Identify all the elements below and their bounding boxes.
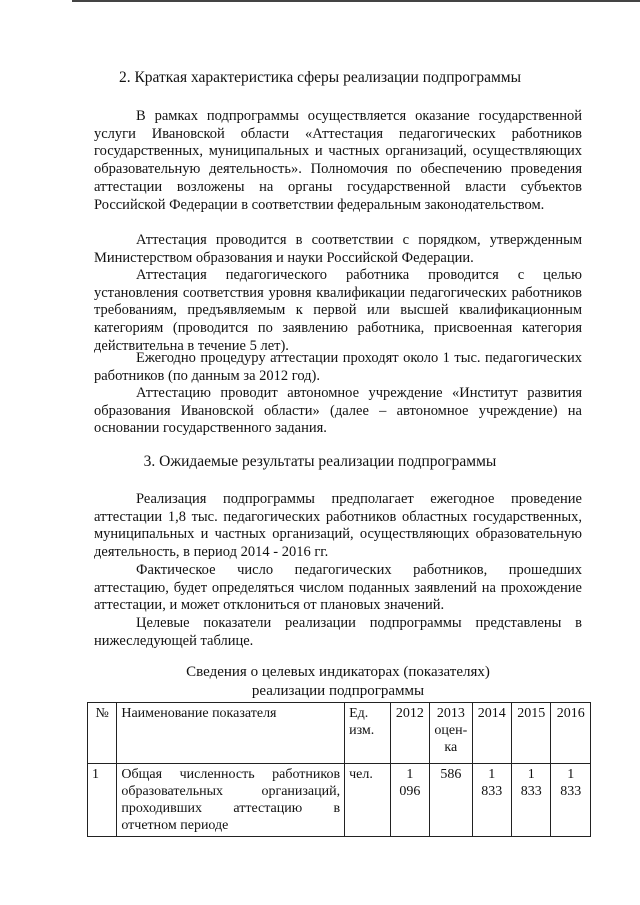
section-2-heading: 2. Краткая характеристика сферы реализации подпрограммы [118, 69, 522, 86]
table-caption-line-1: Сведения о целевых индикаторах (показателях) [186, 664, 490, 680]
section-3-heading: 3. Ожидаемые результаты реализации подпрограммы [143, 453, 497, 470]
header-2014: 2014 [472, 703, 511, 764]
cell-2013: 586 [430, 764, 472, 837]
header-unit: Ед. изм. [345, 703, 391, 764]
s2-paragraph-2: Аттестация проводится в соответствии с порядком, утвержденным Министерством образования и науки Российской Федерации. [94, 232, 582, 266]
s2-paragraph-5: Аттестацию проводит автономное учреждение «Институт развития образования Ивановской области» (далее – автономное учреждение) на основании государственного задания. [94, 385, 582, 437]
s2-paragraph-3: Аттестация педагогического работника проводится с целью установления соответствия уровня квалификации педагогических работников требованиям, предъявляемым к первой или высшей квалификационным категориям (проводится по заявлению работника, присвоенная категория действительна в течение 5 лет). [94, 267, 582, 354]
header-indicator-name: Наименование показателя [117, 703, 345, 764]
table-row [88, 764, 591, 837]
header-2016: 2016 [551, 703, 591, 764]
cell-number: 1 [88, 764, 117, 837]
header-2012: 2012 [390, 703, 429, 764]
cell-2014: 1 833 [472, 764, 511, 837]
s3-paragraph-1: Реализация подпрограммы предполагает ежегодное проведение аттестации 1,8 тыс. педагогических работников областных государственных, муниципальных и частных организаций, осуществляющих образовательную деятельность, в период 2014 - 2016 гг. [94, 491, 582, 561]
indicators-table [87, 702, 591, 837]
header-number: № [88, 703, 117, 764]
cell-2015: 1 833 [511, 764, 550, 837]
cell-indicator-name: Общая численность работников образовательных организаций, проходивших аттестацию в отчетном периоде [117, 764, 345, 837]
cell-2012: 1 096 [390, 764, 429, 837]
cell-unit: чел. [345, 764, 391, 837]
s3-paragraph-3: Целевые показатели реализации подпрограммы представлены в нижеследующей таблице. [94, 615, 582, 649]
s2-paragraph-1: В рамках подпрограммы осуществляется оказание государственной услуги Ивановской области «Аттестация педагогических работников государственных, муниципальных и частных организаций, осуществляющих образовательную деятельность». Полномочия по обеспечению проведения аттестации возложены на органы государственной власти субъектов Российской Федерации в соответствии федеральным законодательством. [94, 108, 582, 213]
table-caption-line-2: реализации подпрограммы [251, 683, 425, 699]
s2-paragraph-4: Ежегодно процедуру аттестации проходят около 1 тыс. педагогических работников (по данным за 2012 год). [94, 350, 582, 384]
header-2013: 2013 оцен-ка [430, 703, 472, 764]
header-2015: 2015 [511, 703, 550, 764]
table-header-row [88, 703, 591, 764]
cell-2016: 1 833 [551, 764, 591, 837]
scan-top-edge-line [72, 0, 640, 2]
s3-paragraph-2: Фактическое число педагогических работников, прошедших аттестацию, будет определяться числом поданных заявлений на прохождение аттестации, и может отклониться от плановых значений. [94, 562, 582, 614]
